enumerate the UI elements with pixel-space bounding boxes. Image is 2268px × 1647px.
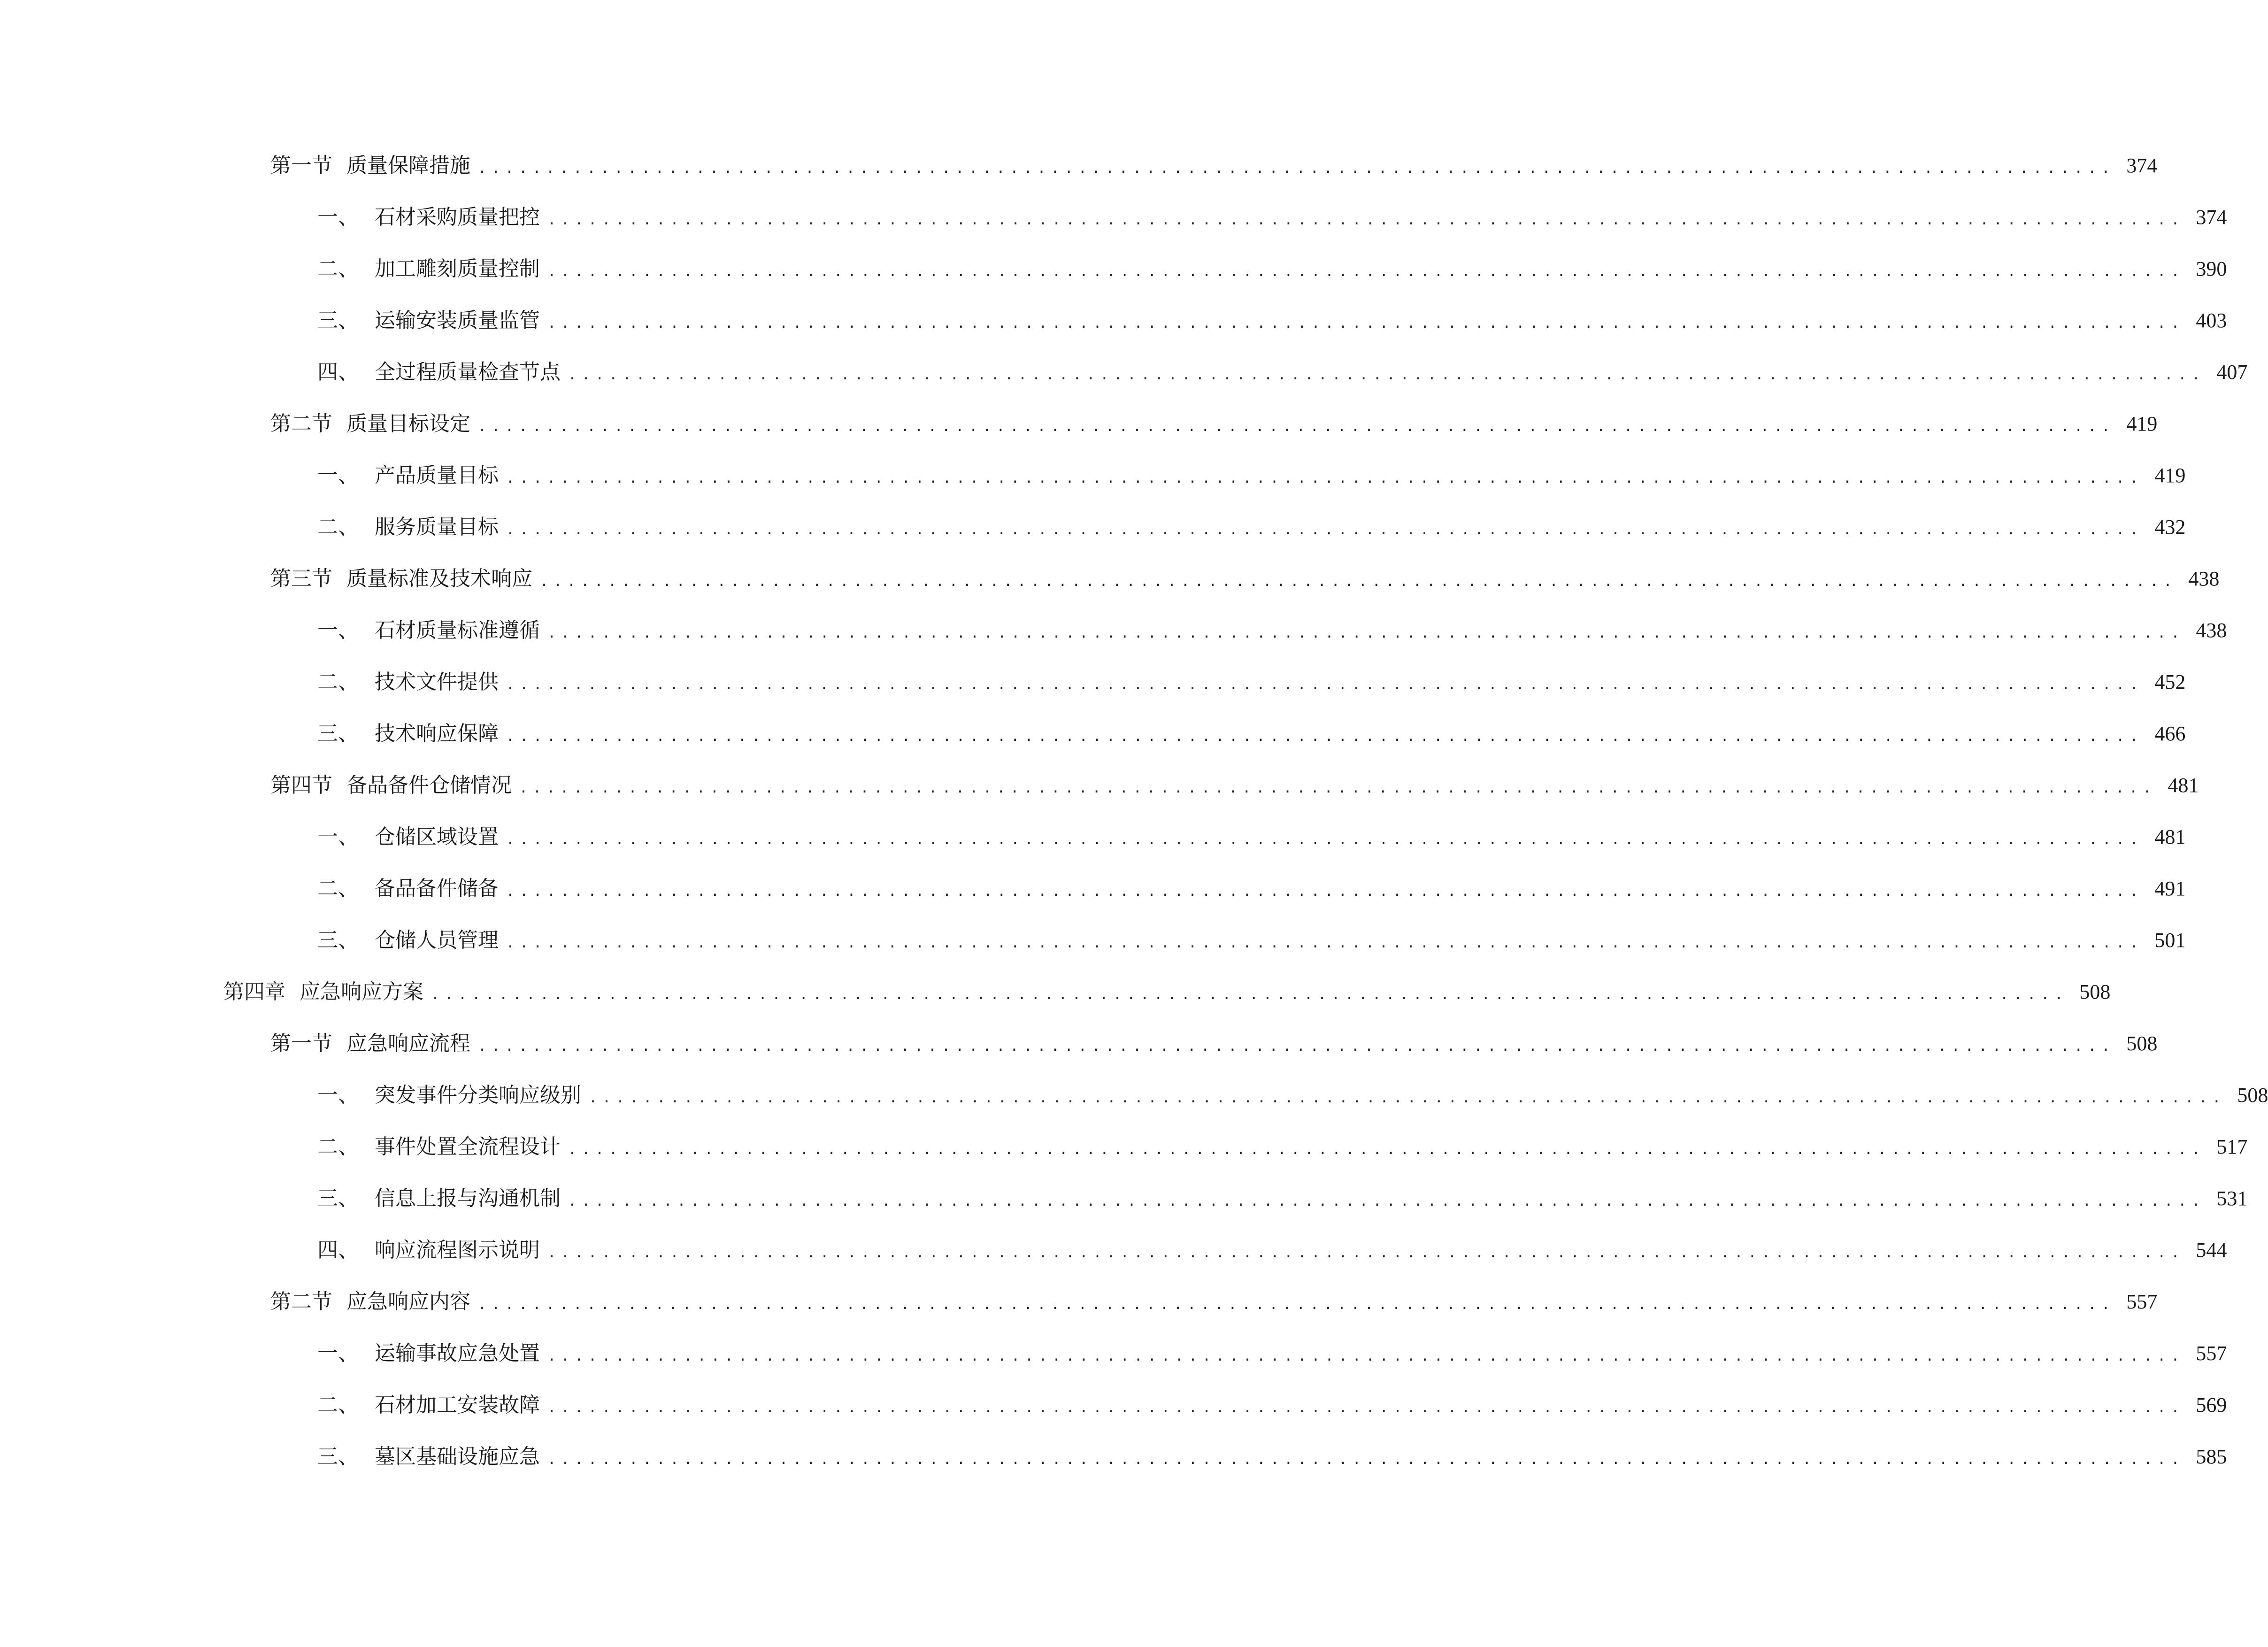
- toc-subsection-entry[interactable]: [0, 863, 2186, 915]
- toc-section-entry[interactable]: [0, 553, 2220, 605]
- toc-entry-number: 第四章: [223, 980, 285, 1004]
- toc-subsection-entry[interactable]: [0, 811, 2186, 863]
- toc-entry-number: 四、: [317, 1238, 359, 1262]
- dot-leader: ........................................................................................................................: [589, 1090, 2226, 1106]
- toc-page-number: 419: [2126, 412, 2158, 435]
- toc-entry-number: 第二节: [270, 412, 332, 436]
- toc-entry-number: 第三节: [270, 567, 332, 591]
- toc-page-number: 438: [2188, 567, 2220, 590]
- toc-entry-title: 仓储人员管理: [375, 928, 499, 952]
- dot-leader: ........................................................................................................................: [547, 1400, 2185, 1416]
- dot-leader: ........................................................................................................................: [547, 625, 2185, 641]
- toc-page-number: 508: [2079, 980, 2111, 1003]
- toc-entry-number: 一、: [317, 1341, 359, 1365]
- dot-leader: ........................................................................................................................: [506, 831, 2144, 848]
- toc-entry-number: 第四节: [270, 773, 332, 797]
- toc-entry-title: 质量目标设定: [346, 412, 470, 436]
- dot-leader: ........................................................................................................................: [478, 1296, 2115, 1313]
- dot-leader: ........................................................................................................................: [506, 935, 2144, 951]
- toc-entry-title: 运输安装质量监管: [375, 308, 540, 332]
- toc-entry-title: 突发事件分类响应级别: [375, 1083, 581, 1107]
- toc-subsection-entry[interactable]: [0, 450, 2186, 501]
- toc-subsection-entry[interactable]: [0, 708, 2186, 760]
- toc-entry-title: 产品质量目标: [375, 463, 499, 487]
- toc-entry-title: 石材加工安装故障: [375, 1393, 540, 1417]
- dot-leader: ........................................................................................................................: [568, 1141, 2206, 1158]
- toc-page-number: 432: [2154, 516, 2186, 539]
- dot-leader: ........................................................................................................................: [547, 1245, 2185, 1261]
- toc-page-number: 481: [2168, 774, 2199, 797]
- toc-entry-title: 加工雕刻质量控制: [375, 257, 540, 281]
- toc-entry-title: 事件处置全流程设计: [375, 1135, 561, 1159]
- toc-chapter-entry[interactable]: [0, 966, 2111, 1018]
- toc-subsection-entry[interactable]: [0, 1379, 2227, 1431]
- dot-leader: ........................................................................................................................: [547, 1451, 2185, 1468]
- toc-section-entry[interactable]: [0, 398, 2158, 450]
- toc-page-number: 403: [2196, 309, 2227, 332]
- dot-leader: ........................................................................................................................: [506, 883, 2144, 900]
- dot-leader: ........................................................................................................................: [506, 522, 2144, 538]
- toc-subsection-entry[interactable]: [0, 346, 2248, 398]
- toc-entry-number: 三、: [317, 1445, 359, 1469]
- toc-page-number: 569: [2196, 1393, 2227, 1416]
- toc-entry-title: 墓区基础设施应急: [375, 1445, 540, 1469]
- toc-subsection-entry[interactable]: [0, 1431, 2227, 1483]
- toc-subsection-entry[interactable]: [0, 1224, 2227, 1276]
- toc-entry-number: 第一节: [270, 154, 332, 177]
- toc-page-number: 374: [2196, 206, 2227, 229]
- toc-section-entry[interactable]: [0, 1276, 2158, 1328]
- toc-section-entry[interactable]: [0, 1018, 2158, 1070]
- dot-leader: ........................................................................................................................: [540, 573, 2177, 590]
- toc-entry-number: 二、: [317, 515, 359, 539]
- toc-entry-title: 应急响应流程: [346, 1031, 470, 1055]
- toc-entry-title: 应急响应方案: [300, 980, 423, 1004]
- dot-leader: ........................................................................................................................: [478, 160, 2115, 177]
- toc-page-number: 438: [2196, 619, 2227, 642]
- toc-entry-title: 质量标准及技术响应: [346, 567, 532, 591]
- toc-entry-number: 一、: [317, 1083, 359, 1107]
- dot-leader: ........................................................................................................................: [568, 367, 2206, 383]
- toc-page-number: 501: [2154, 929, 2186, 952]
- toc-entry-number: 二、: [317, 877, 359, 900]
- toc-entry-number: 二、: [317, 670, 359, 694]
- toc-subsection-entry[interactable]: [0, 605, 2227, 656]
- toc-page-number: 557: [2126, 1290, 2158, 1313]
- toc-subsection-entry[interactable]: [0, 1328, 2227, 1379]
- toc-subsection-entry[interactable]: [0, 1121, 2248, 1173]
- toc-entry-number: 三、: [317, 1186, 359, 1210]
- toc-subsection-entry[interactable]: [0, 1070, 2268, 1121]
- toc-entry-title: 技术文件提供: [375, 670, 499, 694]
- toc-page-number: 390: [2196, 257, 2227, 280]
- toc-entry-number: 第一节: [270, 1031, 332, 1055]
- toc-entry-number: 二、: [317, 257, 359, 281]
- dot-leader: ........................................................................................................................: [547, 1348, 2185, 1364]
- toc-section-entry[interactable]: [0, 140, 2158, 192]
- toc-entry-number: 一、: [317, 825, 359, 849]
- toc-page-number: 481: [2154, 825, 2186, 848]
- dot-leader: ........................................................................................................................: [478, 418, 2115, 435]
- toc-entry-title: 服务质量目标: [375, 515, 499, 539]
- toc-entry-number: 三、: [317, 722, 359, 746]
- dot-leader: ........................................................................................................................: [519, 780, 2157, 796]
- toc-entry-number: 二、: [317, 1393, 359, 1417]
- toc-entry-title: 响应流程图示说明: [375, 1238, 540, 1262]
- dot-leader: ........................................................................................................................: [478, 1038, 2115, 1054]
- toc-page-number: 374: [2126, 154, 2158, 177]
- toc-subsection-entry[interactable]: [0, 295, 2227, 346]
- toc-entry-title: 运输事故应急处置: [375, 1341, 540, 1365]
- dot-leader: ........................................................................................................................: [568, 1193, 2206, 1209]
- toc-page-number: 585: [2196, 1445, 2227, 1468]
- dot-leader: ........................................................................................................................: [506, 470, 2144, 486]
- toc-entry-number: 一、: [317, 618, 359, 642]
- toc-subsection-entry[interactable]: [0, 915, 2186, 966]
- toc-entry-title: 石材采购质量把控: [375, 205, 540, 229]
- toc-entry-title: 信息上报与沟通机制: [375, 1186, 561, 1210]
- toc-page-number: 508: [2126, 1032, 2158, 1055]
- table-of-contents: [0, 140, 2268, 1483]
- toc-subsection-entry[interactable]: [0, 501, 2186, 553]
- toc-entry-number: 一、: [317, 205, 359, 229]
- dot-leader: ........................................................................................................................: [547, 315, 2185, 331]
- toc-subsection-entry[interactable]: [0, 192, 2227, 243]
- toc-subsection-entry[interactable]: [0, 656, 2186, 708]
- toc-page-number: 491: [2154, 877, 2186, 900]
- dot-leader: ........................................................................................................................: [506, 728, 2144, 745]
- toc-entry-title: 仓储区域设置: [375, 825, 499, 849]
- toc-entry-title: 备品备件储备: [375, 877, 499, 900]
- dot-leader: ........................................................................................................................: [547, 212, 2185, 228]
- toc-section-entry[interactable]: [0, 760, 2199, 811]
- toc-page-number: 452: [2154, 670, 2186, 693]
- toc-entry-number: 三、: [317, 928, 359, 952]
- toc-entry-title: 质量保障措施: [346, 154, 470, 177]
- toc-subsection-entry[interactable]: [0, 1173, 2248, 1224]
- toc-entry-title: 备品备件仓储情况: [346, 773, 512, 797]
- toc-page-number: 466: [2154, 722, 2186, 745]
- toc-entry-number: 第二节: [270, 1290, 332, 1314]
- dot-leader: ........................................................................................................................: [506, 677, 2144, 693]
- toc-page-number: 407: [2216, 361, 2248, 384]
- dot-leader: ........................................................................................................................: [431, 986, 2068, 1003]
- toc-entry-number: 二、: [317, 1135, 359, 1159]
- toc-page-number: 517: [2216, 1135, 2248, 1158]
- toc-entry-number: 四、: [317, 360, 359, 384]
- toc-subsection-entry[interactable]: [0, 243, 2227, 295]
- toc-page-number: 557: [2196, 1342, 2227, 1365]
- toc-page-number: 531: [2216, 1187, 2248, 1210]
- toc-entry-title: 应急响应内容: [346, 1290, 470, 1314]
- toc-entry-title: 石材质量标准遵循: [375, 618, 540, 642]
- toc-page-number: 544: [2196, 1239, 2227, 1262]
- toc-page-number: 508: [2237, 1084, 2268, 1107]
- toc-entry-number: 三、: [317, 308, 359, 332]
- dot-leader: ........................................................................................................................: [547, 263, 2185, 280]
- toc-entry-title: 全过程质量检查节点: [375, 360, 561, 384]
- toc-page-number: 419: [2154, 464, 2186, 487]
- toc-entry-title: 技术响应保障: [375, 722, 499, 746]
- toc-entry-number: 一、: [317, 463, 359, 487]
